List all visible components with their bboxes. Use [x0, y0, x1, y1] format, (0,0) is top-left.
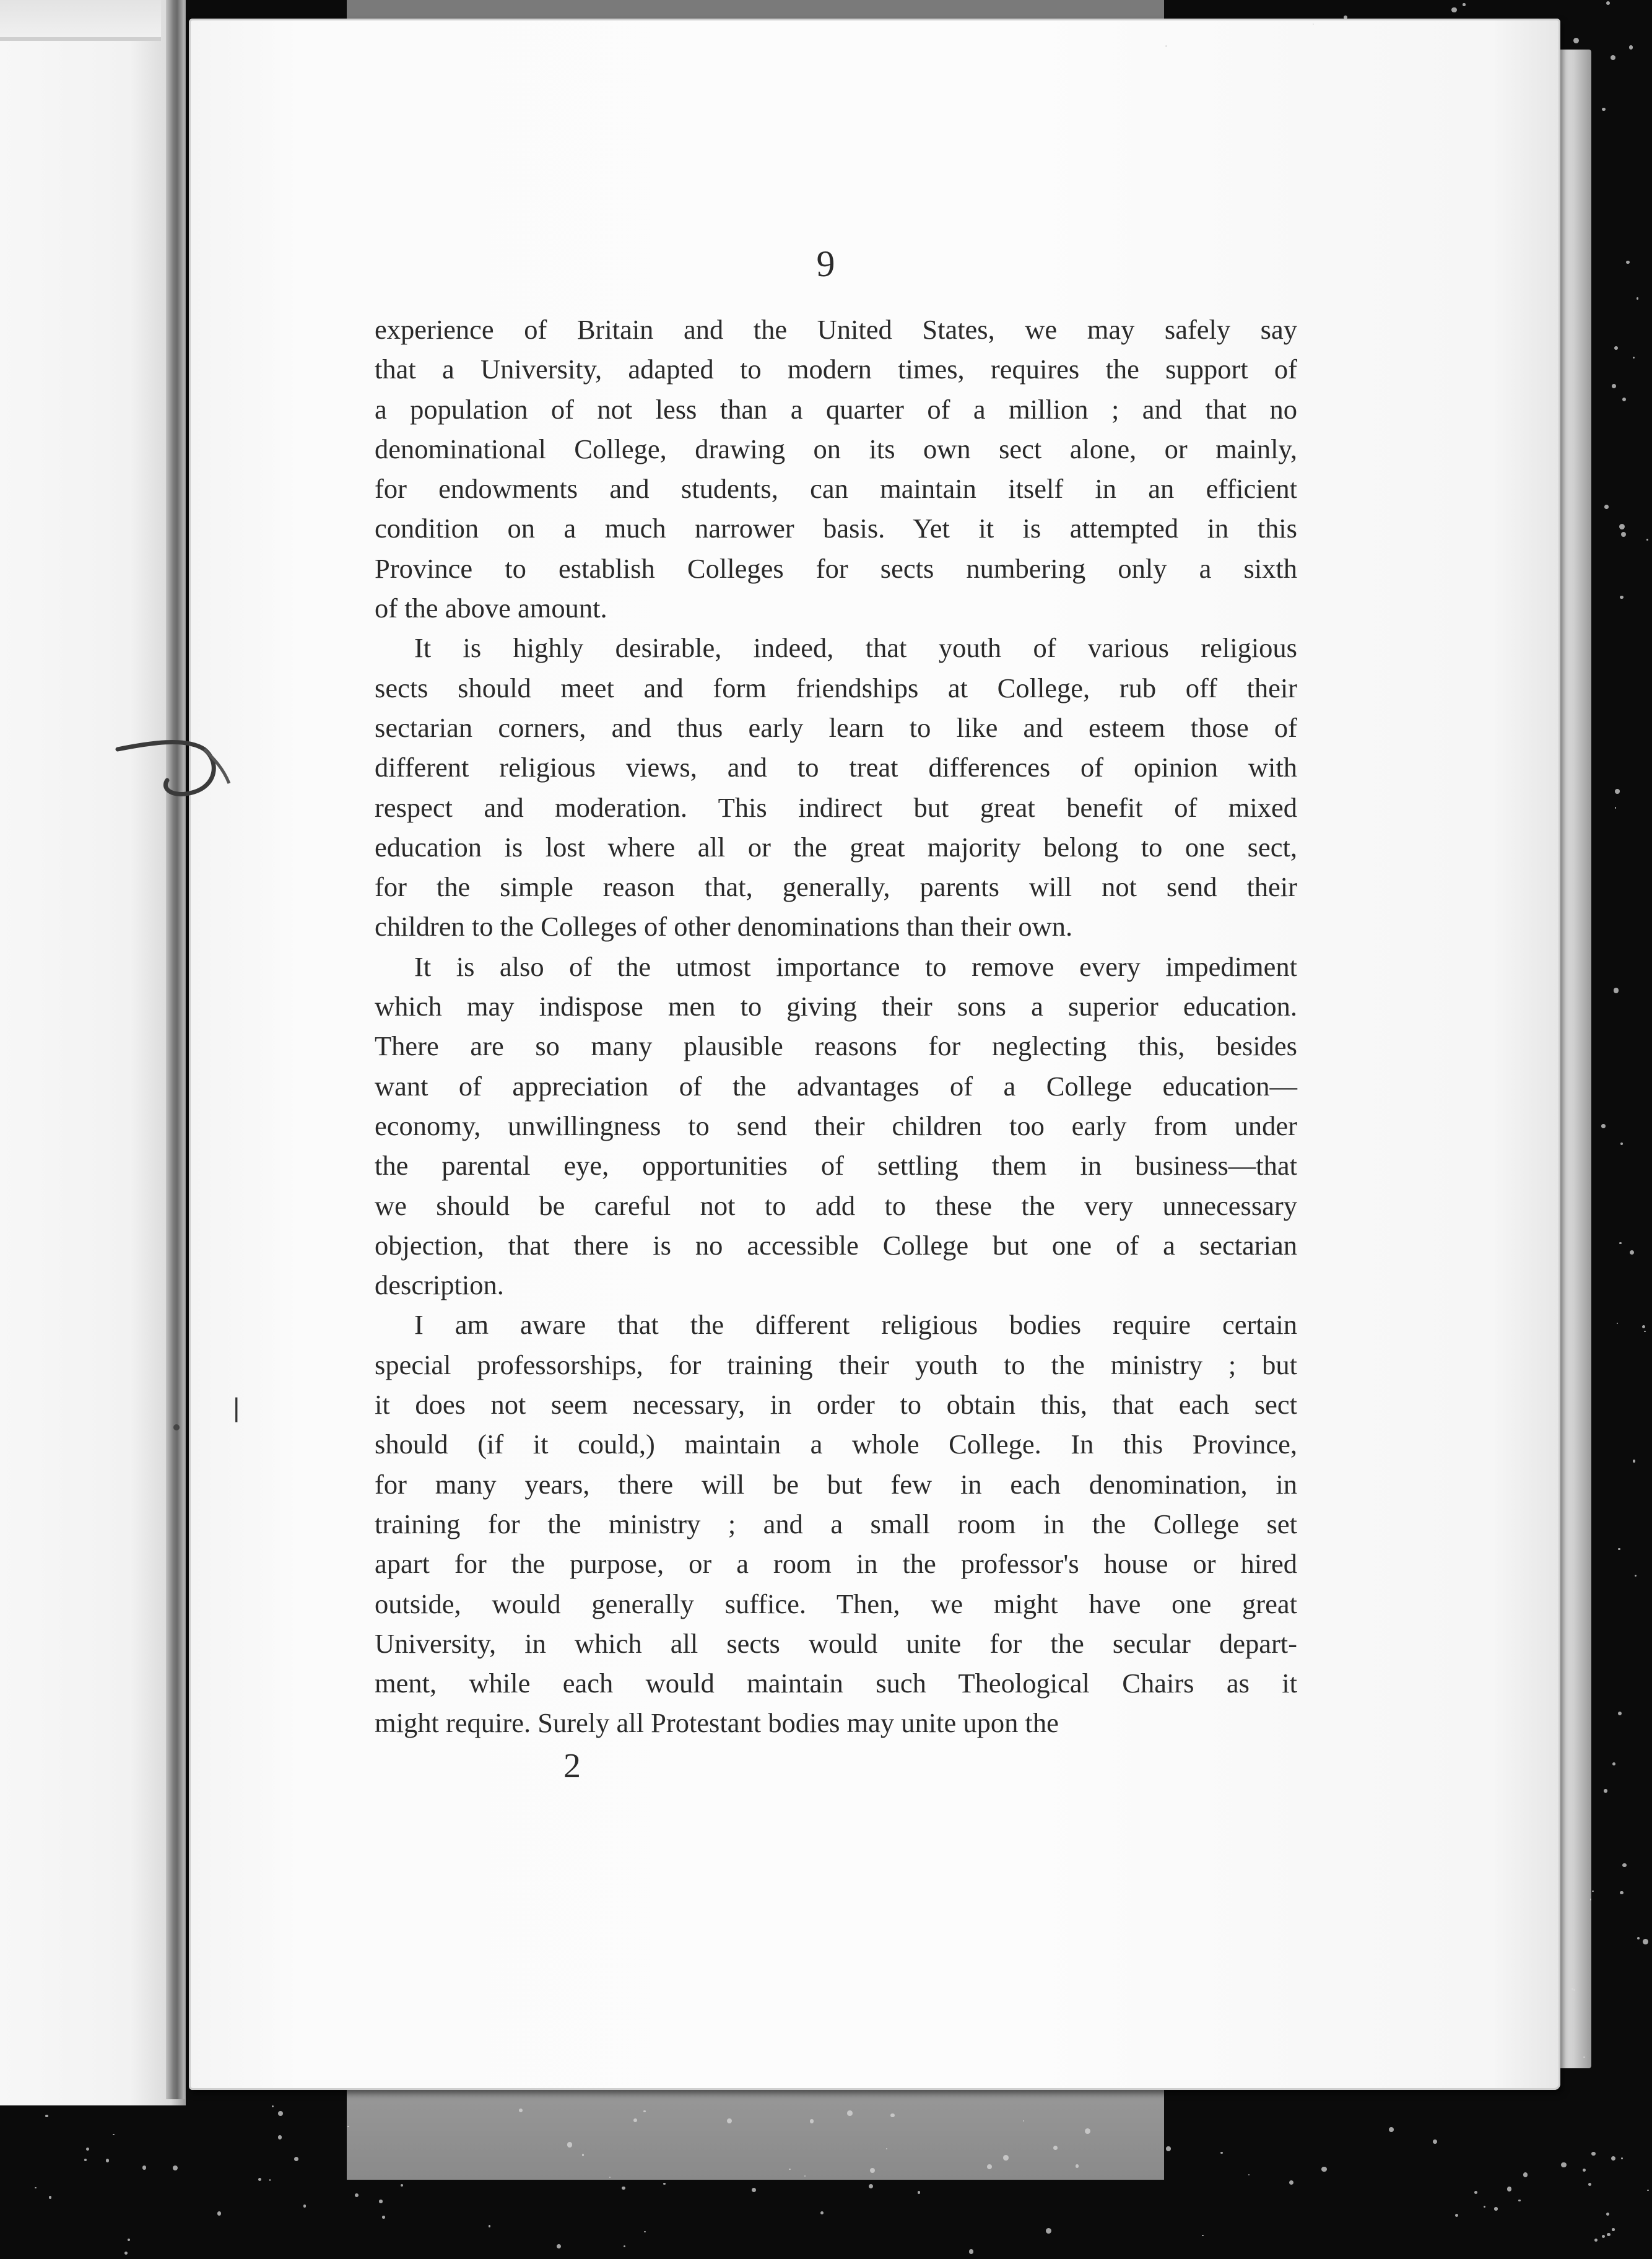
- scan-speckle: [869, 2184, 873, 2188]
- scan-speckle: [644, 2231, 646, 2233]
- scan-speckle: [1620, 1891, 1623, 1894]
- scan-speckle: [1592, 1891, 1594, 1892]
- scan-speckle: [1607, 2233, 1611, 2237]
- scan-speckle: [1615, 807, 1616, 808]
- scan-speckle: [1583, 2057, 1585, 2058]
- scan-speckle: [1289, 2180, 1293, 2185]
- scan-speckle: [113, 2134, 115, 2136]
- scan-speckle: [752, 2188, 756, 2192]
- scan-speckle: [1085, 2128, 1090, 2134]
- text-line: it does not seem necessary, in order to obtain this, that each sect: [375, 1389, 1297, 1421]
- scan-speckle: [382, 2216, 385, 2218]
- scan-speckle: [1621, 532, 1626, 537]
- margin-dot-mark: [173, 1424, 180, 1430]
- scan-speckle: [128, 2239, 131, 2242]
- scan-speckle: [269, 2179, 271, 2181]
- scan-speckle: [1604, 505, 1609, 509]
- book-gutter: [166, 0, 185, 2099]
- text-line: the parental eye, opportunities of settling them in business—that: [375, 1150, 1297, 1182]
- scan-speckle: [1647, 2190, 1648, 2191]
- scan-speckle: [1635, 1575, 1637, 1577]
- scan-speckle: [622, 2187, 625, 2190]
- scan-speckle: [1643, 1939, 1648, 1944]
- scan-speckle: [1561, 2162, 1566, 2167]
- text-line: denominational College, drawing on its own sect alone, or mainly,: [375, 433, 1297, 464]
- scan-speckle: [624, 2245, 625, 2247]
- scan-speckle: [1606, 1, 1610, 5]
- text-line: I am aware that the different religious bodies require certain: [414, 1309, 1297, 1341]
- scan-speckle: [1622, 398, 1626, 401]
- scan-speckle: [969, 2249, 973, 2253]
- scan-speckle: [1619, 1242, 1621, 1244]
- scan-speckle: [401, 2184, 403, 2187]
- scan-speckle: [1604, 1789, 1607, 1792]
- scan-speckle: [918, 2191, 920, 2193]
- scan-speckle: [1463, 3, 1465, 6]
- scan-speckle: [1617, 1323, 1618, 1324]
- scan-speckle: [1507, 2187, 1512, 2192]
- scan-speckle: [258, 2178, 261, 2181]
- text-line: outside, would generally suffice. Then, we might have one great: [375, 1588, 1297, 1619]
- scan-speckle: [1637, 1937, 1640, 1939]
- scan-speckle: [1202, 2235, 1204, 2237]
- scan-speckle: [1573, 38, 1579, 43]
- scan-speckle: [1620, 1143, 1623, 1145]
- paragraph: [375, 628, 1297, 946]
- scan-speckle: [1451, 7, 1457, 13]
- text-line: sects should meet and form friendships at College, rub off their: [375, 672, 1297, 703]
- scan-speckle: [1588, 2183, 1591, 2186]
- paragraph: [375, 310, 1297, 628]
- scan-speckle: [1614, 346, 1618, 350]
- scan-speckle: [1626, 261, 1629, 264]
- scan-speckle: [1583, 2169, 1586, 2172]
- scan-speckle: [1633, 357, 1635, 359]
- text-line: apart for the purpose, or a room in the professor's house or hired: [375, 1548, 1297, 1580]
- scan-speckle: [1612, 2228, 1614, 2231]
- scan-speckle: [1618, 1712, 1622, 1715]
- text-line: for the simple reason that, generally, parents will not send their: [375, 871, 1297, 903]
- scan-speckle: [1621, 2157, 1623, 2159]
- scan-speckle: [35, 2187, 37, 2189]
- scan-speckle: [609, 2177, 611, 2178]
- text-line: might require. Surely all Protestant bodies may unite upon the: [375, 1707, 1059, 1739]
- text-line: ment, while each would maintain such Theological Chairs as it: [375, 1668, 1297, 1699]
- scan-speckle: [45, 2115, 48, 2117]
- scan-speckle: [1637, 297, 1639, 300]
- scan-speckle: [1644, 1331, 1646, 1333]
- text-line: description.: [375, 1269, 504, 1301]
- scan-speckle: [987, 2164, 992, 2169]
- scan-speckle: [1611, 55, 1615, 60]
- scan-speckle: [1591, 2152, 1596, 2156]
- previous-page-edge: [0, 0, 186, 2105]
- scan-speckle: [1248, 2174, 1250, 2175]
- scan-speckle: [1630, 1250, 1634, 1255]
- scan-speckle: [1642, 1325, 1645, 1328]
- text-line: economy, unwillingness to send their children too early from under: [375, 1110, 1297, 1141]
- scan-speckle: [1053, 2146, 1058, 2150]
- text-line: respect and moderation. This indirect but great benefit of mixed: [375, 791, 1297, 823]
- scan-speckle: [379, 2200, 382, 2203]
- text-line: for endowments and students, can maintain itself in an efficient: [375, 473, 1297, 505]
- paragraph: [375, 1305, 1297, 1743]
- text-line: condition on a much narrower basis. Yet it is attempted in this: [375, 513, 1297, 544]
- scan-speckle: [1433, 2139, 1437, 2144]
- text-line: different religious views, and to treat differences of opinion with: [375, 752, 1297, 783]
- scan-speckle: [1646, 539, 1648, 541]
- margin-tick-mark: ❘: [226, 1394, 247, 1422]
- text-line: education is lost where all or the great majority belong to one sect,: [375, 831, 1297, 863]
- scan-speckle: [804, 2175, 806, 2177]
- scan-speckle: [1590, 1899, 1592, 1900]
- scan-speckle: [49, 2196, 51, 2198]
- scan-speckle: [1455, 2214, 1458, 2217]
- text-line: There are so many plausible reasons for neglecting this, besides: [375, 1030, 1297, 1062]
- scan-speckle: [142, 2165, 146, 2169]
- scan-speckle: [173, 2165, 178, 2170]
- page-body-text: [375, 310, 1297, 1743]
- scan-speckle: [1606, 2213, 1609, 2216]
- text-line: University, in which all sects would unite for the secular depart-: [375, 1627, 1297, 1659]
- text-line: we should be careful not to add to these the very unnecessary: [375, 1190, 1297, 1221]
- mount-strip-bottom: [347, 2074, 1164, 2180]
- scan-speckle: [1615, 789, 1619, 793]
- scan-speckle: [1484, 2206, 1485, 2208]
- scan-speckle: [1611, 2156, 1615, 2161]
- text-line: that a University, adapted to modern times, requires the support of: [375, 354, 1297, 385]
- paragraph: [375, 947, 1297, 1305]
- scan-speckle: [1321, 2167, 1327, 2172]
- scan-speckle: [272, 2105, 274, 2107]
- text-line: It is also of the utmost importance to remove every impediment: [414, 951, 1297, 982]
- scan-speckle: [1474, 2191, 1477, 2194]
- scan-speckle: [1003, 2155, 1009, 2161]
- scan-speckle: [1614, 988, 1619, 993]
- scan-speckle: [124, 2252, 128, 2255]
- scan-speckle: [278, 2135, 282, 2139]
- scan-speckle: [1046, 2228, 1051, 2234]
- scan-speckle: [519, 2109, 523, 2112]
- scan-speckle: [1518, 2200, 1520, 2201]
- scan-speckle: [1494, 2207, 1497, 2210]
- scan-speckle: [1629, 45, 1633, 50]
- scan-speckle: [847, 2110, 853, 2116]
- previous-page-top-edge: [0, 0, 161, 41]
- scan-speckle: [1523, 2172, 1528, 2177]
- scan-speckle: [1594, 2239, 1598, 2242]
- scan-speckle: [1602, 2235, 1605, 2238]
- scan-speckle: [84, 2159, 87, 2161]
- scan-speckle: [355, 2193, 359, 2197]
- scan-speckle: [1601, 1124, 1606, 1128]
- scan-speckle: [663, 2183, 666, 2185]
- printer-signature-mark: 2: [563, 1747, 581, 1785]
- scan-speckle: [1619, 524, 1625, 529]
- scan-speckle: [489, 2225, 491, 2227]
- text-line: for many years, there will be but few in each denomination, in: [375, 1468, 1297, 1500]
- scan-speckle: [86, 2148, 89, 2151]
- scan-speckle: [727, 2118, 732, 2123]
- text-line: special professorships, for training their youth to the ministry ; but: [375, 1349, 1297, 1380]
- text-line: of the above amount.: [375, 593, 607, 624]
- text-line: sectarian corners, and thus early learn to like and esteem those of: [375, 712, 1297, 743]
- scan-speckle: [1602, 108, 1605, 111]
- text-line: training for the ministry ; and a small room in the College set: [375, 1508, 1297, 1539]
- scan-speckle: [1389, 2127, 1394, 2132]
- scan-speckle: [1633, 1460, 1636, 1463]
- scan-speckle: [1612, 384, 1616, 388]
- scan-speckle: [820, 2211, 824, 2214]
- text-line: Province to establish Colleges for sects numbering only a sixth: [375, 552, 1297, 584]
- scan-speckle: [890, 2113, 894, 2117]
- scan-speckle: [1220, 2152, 1223, 2154]
- text-line: want of appreciation of the advantages of a College education—: [375, 1070, 1297, 1102]
- text-line: children to the Colleges of other denominations than their own.: [375, 911, 1073, 942]
- text-line: It is highly desirable, indeed, that youth of various religious: [414, 632, 1297, 664]
- text-line: experience of Britain and the United States, we may safely say: [375, 314, 1297, 345]
- scan-speckle: [217, 2211, 221, 2215]
- text-line: should (if it could,) maintain a whole College. In this Province,: [375, 1429, 1297, 1460]
- scan-speckle: [294, 2157, 299, 2162]
- binding-thread-mark: [111, 725, 241, 805]
- scan-speckle: [1076, 2164, 1079, 2168]
- text-line: objection, that there is no accessible College but one of a sectarian: [375, 1229, 1297, 1261]
- page-number: 9: [816, 243, 836, 284]
- scan-speckle: [557, 2244, 561, 2248]
- text-line: a population of not less than a quarter of a million ; and that no: [375, 393, 1297, 425]
- scan-speckle: [1622, 1863, 1627, 1868]
- scan-speckle: [106, 2159, 109, 2162]
- scan-speckle: [278, 2111, 283, 2116]
- text-line: which may indispose men to giving their sons a superior education.: [375, 991, 1297, 1022]
- scan-speckle: [303, 2205, 306, 2208]
- scan-speckle: [1620, 596, 1623, 599]
- scan-speckle: [1166, 2146, 1171, 2151]
- scan-speckle: [1618, 1548, 1620, 1551]
- scan-speckle: [1612, 1762, 1615, 1765]
